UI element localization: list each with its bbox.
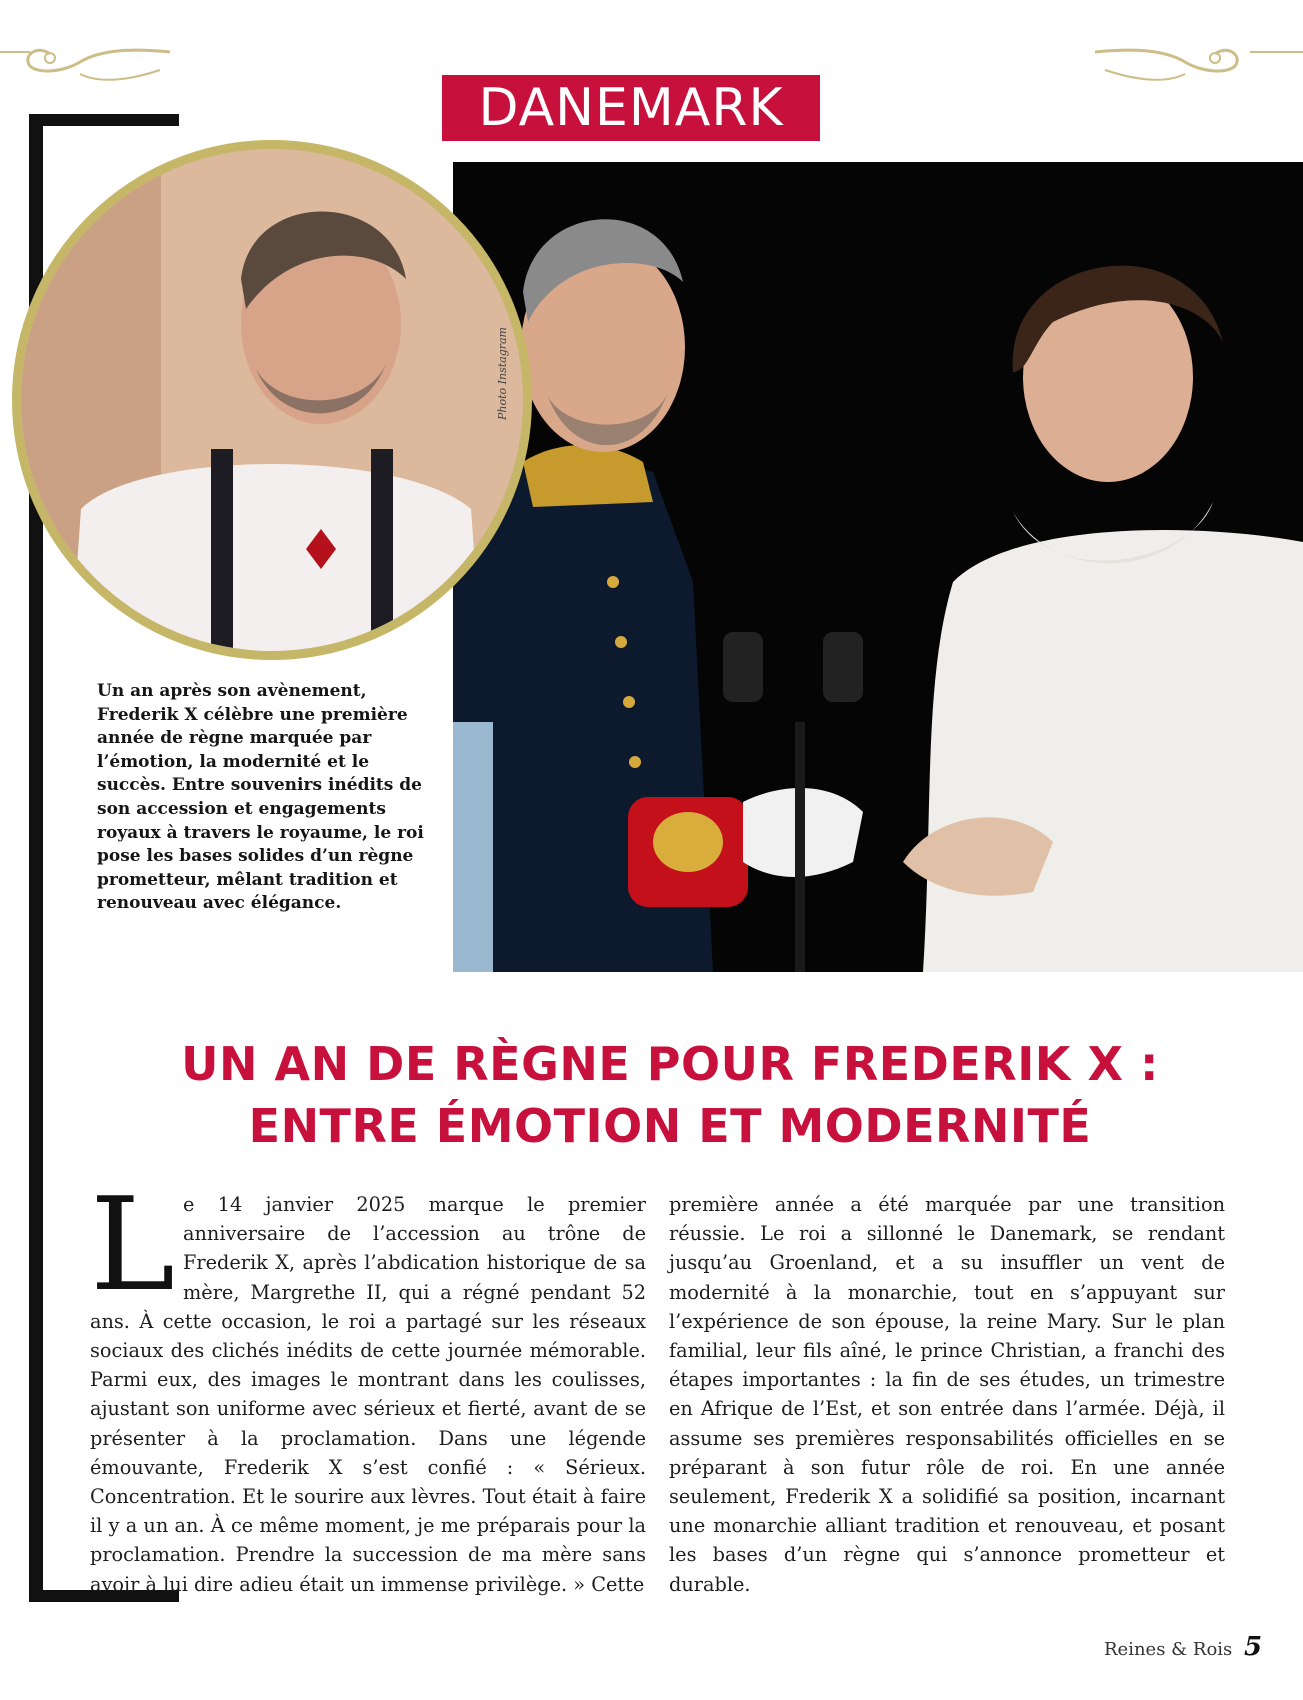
- intro-text: Un an après son avènement, Frederik X célèbre une première année de règne marquée par l’émotion, la modernité et le succès. Entre souvenirs inédits de son accession et engagements royaux à travers le royaume, le roi pose les bases solides d’un règne prometteur, mêlant tradition et renouveau avec élégance.: [97, 681, 424, 914]
- magazine-name: Reines & Rois: [1104, 1639, 1233, 1660]
- ornament-left-icon: [10, 40, 180, 90]
- main-photo: [453, 162, 1303, 972]
- ornament-line-right: [1250, 51, 1303, 53]
- headline-line-2: ENTRE ÉMOTION ET MODERNITÉ: [248, 1099, 1092, 1153]
- folio: [1104, 1632, 1262, 1662]
- ornament-line-left: [0, 51, 30, 53]
- page-number: 5: [1244, 1632, 1263, 1662]
- section-label: DANEMARK: [442, 75, 820, 141]
- king-queen-illustration: [453, 162, 1303, 972]
- ornament-right-icon: [1085, 40, 1255, 90]
- article-column-left: [90, 1171, 646, 1599]
- article-col1-text: e 14 janvier 2025 marque le premier anniversaire de l’accession au trône de Frederik X, après l’abdication historique de sa mère, Margrethe II, qui a régné pendant 52 ans. À cette occasion, le roi a partagé sur les réseaux sociaux des clichés inédits de cette journée mémorable. Parmi eux, des images le montrant dans les coulisses, ajustant son uniforme avec sérieux et fierté, avant de se présenter à la proclamation. Dans une légende émouvante, Frederik X s’est confié : « Sérieux. Concentration. Et le sourire aux lèvres. Tout était à faire il y a un an. À ce même moment, je me préparais pour la proclamation. Prendre la succession de ma mère sans avoir à lui dire adieu était un immense privilège. » Cette: [90, 1193, 646, 1596]
- inset-photo: [12, 140, 532, 660]
- article-col2-text: première année a été marquée par une transition réussie. Le roi a sillonné le Danemark, se rendant jusqu’au Groenland, et a su insuffler un vent de modernité à la monarchie, tout en s’appuyant sur l’expérience de son épouse, la reine Mary. Sur le plan familial, leur fils aîné, le prince Christian, a franchi des étapes importantes : la fin de ses études, un trimestre en Afrique de l’Est, et son entrée dans l’armée. Déjà, il assume ses premières responsabilités officielles en se préparant à son futur rôle de roi. En une année seulement, Frederik X a solidifié sa position, incarnant une monarchie alliant tradition et renouveau, et posant les bases d’un règne qui s’annonce prometteur et durable.: [669, 1193, 1225, 1596]
- headline-line-1: UN AN DE RÈGNE POUR FREDERIK X :: [181, 1037, 1159, 1091]
- drop-cap: L: [90, 1171, 175, 1320]
- king-portrait-illustration: [21, 149, 523, 651]
- photo-credit: Photo Instagram: [496, 327, 509, 420]
- headline: [90, 1033, 1250, 1157]
- article-column-right: [669, 1190, 1225, 1599]
- bracket-top: [29, 114, 179, 126]
